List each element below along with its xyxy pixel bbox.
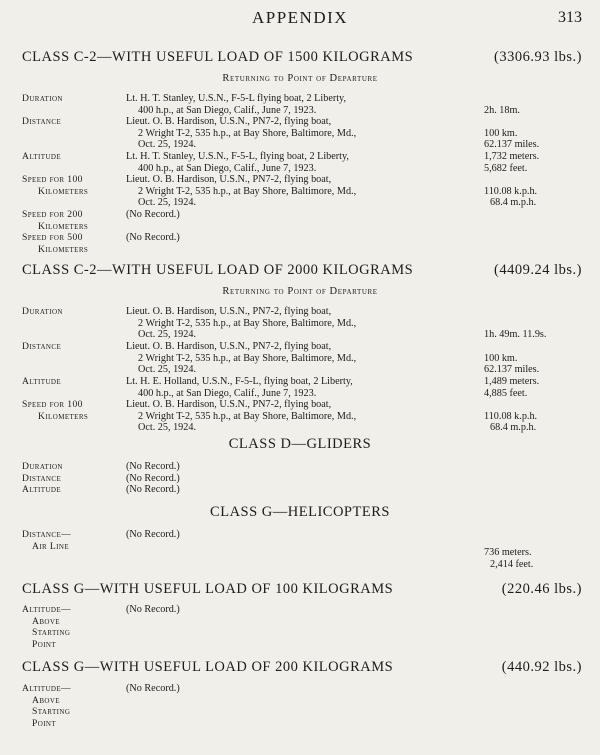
section-subhead: Returning to Point of Departure [222, 73, 378, 84]
class-title: CLASS D—GLIDERS [228, 436, 372, 452]
class-title: CLASS C-2—WITH USEFUL LOAD OF 2000 KILOGRAMS (4409.24 lbs.) [22, 262, 582, 278]
record-description: Lieut. O. B. Hardison, U.S.N., PN7-2, flying boat, 2 Wright T-2, 535 h.p., at Bay Shore, Baltimore, Md., Oct. 25, 1924. [126, 399, 357, 433]
record-category: Speed for 500 Kilometers [22, 232, 89, 255]
record-value: 2h. 18m. [484, 104, 520, 116]
page-number: 313 [558, 9, 582, 26]
record-category: Altitude [22, 151, 62, 162]
record-value: 100 km. 62.137 miles. [484, 127, 540, 150]
class-weight: (3306.93 lbs.) [494, 49, 582, 65]
record-description: (No Record.) [126, 604, 180, 615]
record-description: Lieut. O. B. Hardison, U.S.N., PN7-2, flying boat, 2 Wright T-2, 535 h.p., at Bay Shore, Baltimore, Md., Oct. 25, 1924. [126, 174, 357, 208]
section-subhead: Returning to Point of Departure [222, 286, 378, 297]
record-value: 736 meters. 2,414 feet. [484, 547, 534, 570]
running-head: APPENDIX [251, 8, 349, 27]
record-value: 110.08 k.p.h. 68.4 m.p.h. [484, 185, 538, 208]
record-description: (No Record.) [126, 683, 180, 694]
class-title: CLASS C-2—WITH USEFUL LOAD OF 1500 KILOGRAMS (3306.93 lbs.) [22, 49, 582, 65]
record-description: Lt. H. E. Holland, U.S.N., F-5-L, flying boat, 2 Liberty, 400 h.p., at San Diego, Calif., June 7, 1923. [126, 376, 353, 399]
record-category: Altitude [22, 376, 62, 387]
record-category: Duration [22, 93, 63, 104]
record-value: 100 km. 62.137 miles. [484, 352, 540, 375]
class-title: CLASS G—WITH USEFUL LOAD OF 200 KILOGRAMS (440.92 lbs.) [22, 659, 582, 675]
record-description: (No Record.) [126, 209, 180, 220]
record-value: 1h. 49m. 11.9s. [484, 329, 547, 340]
record-description: (No Record.) [126, 529, 180, 540]
class-weight: (4409.24 lbs.) [494, 262, 582, 278]
record-category: Speed for 100 Kilometers [22, 399, 89, 422]
record-description: Lieut. O. B. Hardison, U.S.N., PN7-2, flying boat, 2 Wright T-2, 535 h.p., at Bay Shore, Baltimore, Md., Oct. 25, 1924. [126, 306, 357, 340]
record-category: Altitude— Above Starting Point [22, 604, 72, 650]
class-weight: (220.46 lbs.) [501, 581, 582, 597]
class-title: CLASS G—HELICOPTERS [210, 504, 390, 520]
record-category: Duration Distance Altitude [22, 461, 63, 495]
record-category: Distance— Air Line [22, 529, 72, 552]
record-category: Duration [22, 306, 63, 317]
record-category: Distance [22, 341, 62, 352]
record-description: Lieut. O. B. Hardison, U.S.N., PN7-2, flying boat, 2 Wright T-2, 535 h.p., at Bay Shore, Baltimore, Md., Oct. 25, 1924. [126, 116, 357, 150]
record-value: 110.08 k.p.h. 68.4 m.p.h. [484, 410, 538, 433]
record-category: Altitude— Above Starting Point [22, 683, 72, 729]
record-value: 1,489 meters. 4,885 feet. [484, 376, 540, 399]
record-category: Distance [22, 116, 62, 127]
record-description: Lt. H. T. Stanley, U.S.N., F-5-L, flying boat, 2 Liberty, 400 h.p., at San Diego, Calif., June 7, 1923. [126, 151, 349, 174]
record-description: Lieut. O. B. Hardison, U.S.N., PN7-2, flying boat, 2 Wright T-2, 535 h.p., at Bay Shore, Baltimore, Md., Oct. 25, 1924. [126, 341, 357, 375]
record-value: 1,732 meters. 5,682 feet. [484, 151, 540, 174]
class-title: CLASS G—WITH USEFUL LOAD OF 100 KILOGRAMS (220.46 lbs.) [22, 581, 582, 597]
class-weight: (440.92 lbs.) [501, 659, 582, 675]
record-description: Lt. H. T. Stanley, U.S.N., F-5-L flying boat, 2 Liberty, 400 h.p., at San Diego, Calif., June 7, 1923. [126, 93, 347, 116]
record-description: (No Record.) (No Record.) (No Record.) [126, 461, 180, 495]
record-description: (No Record.) [126, 232, 180, 243]
record-category: Speed for 200 Kilometers [22, 209, 89, 232]
record-category: Speed for 100 Kilometers [22, 174, 89, 197]
